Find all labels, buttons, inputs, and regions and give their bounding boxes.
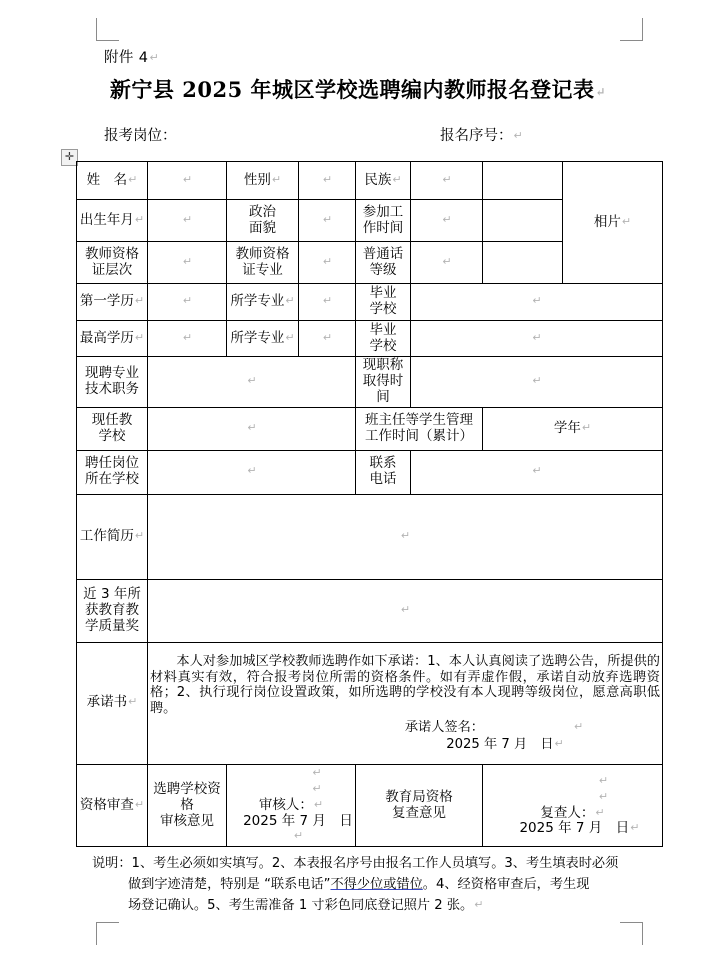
- label-awards-line2: 获教育教: [85, 601, 139, 618]
- cell-label-major-first: [227, 284, 299, 321]
- cell-value-graduate-school-highest[interactable]: [411, 321, 663, 357]
- crop-mark-top-right: [620, 18, 643, 41]
- table-row-commitment: [77, 642, 663, 764]
- cell-label-work-start: [356, 200, 411, 242]
- attachment-label-text: 附件 4: [104, 50, 149, 66]
- pilcrow-mark: ↵: [442, 254, 452, 268]
- crop-mark-bottom-left: [96, 922, 119, 945]
- cell-value-school-reviewer[interactable]: [227, 764, 356, 847]
- commitment-body-text: 本人对参加城区学校教师选聘作如下承诺：1、本人认真阅读了选聘公告，所提供的材料真实有效，符合报考岗位所需的资格条件。如有弄虚作假，承诺自动放弃选聘资格；2、执行现行岗位设置政策，如所选聘的学校没有本人现聘等级岗位，愿意高职低聘。: [150, 654, 660, 716]
- label-birth: 出生年月: [79, 211, 134, 228]
- label-qualification-review: 资格审查: [79, 796, 134, 813]
- label-graduate-school-line2: 学校: [369, 337, 397, 354]
- cell-value-hire-school[interactable]: [148, 450, 356, 494]
- cell-label-highest-education: [77, 321, 148, 357]
- cell-value-gender[interactable]: [299, 162, 356, 200]
- pilcrow-mark: ↵: [149, 51, 160, 64]
- label-photo: 相片: [593, 213, 621, 230]
- pilcrow-mark: ↵: [313, 797, 324, 811]
- cell-value-current-title[interactable]: [148, 357, 356, 408]
- pilcrow-mark: ↵: [134, 797, 145, 811]
- label-major-first: 所学专业: [230, 293, 285, 310]
- cell-label-putonghua: [356, 242, 411, 284]
- cell-value-graduate-school-first[interactable]: [411, 284, 663, 321]
- label-school-year: 学年: [553, 419, 581, 436]
- pilcrow-mark: ↵: [581, 420, 592, 434]
- cell-label-major-highest: [227, 321, 299, 357]
- cell-value-title-date[interactable]: [411, 357, 663, 408]
- pilcrow-mark: ↵: [247, 464, 257, 478]
- table-row-current-title: [77, 357, 663, 408]
- cell-value-school-year[interactable]: [483, 407, 663, 450]
- cell-value-cert-major[interactable]: [299, 242, 356, 284]
- table-row-awards: [77, 579, 663, 642]
- label-awards-line1: 近 3 年所: [83, 585, 141, 602]
- cell-label-graduate-school-highest: [356, 321, 411, 357]
- cell-label-bureau-review-opinion: [356, 764, 483, 847]
- label-hire-school-line1: 聘任岗位: [85, 455, 139, 472]
- label-political-line2: 面貌: [249, 219, 276, 236]
- pilcrow-mark: ↵: [322, 172, 333, 186]
- pilcrow-mark: ↵: [392, 172, 402, 186]
- page-title: [0, 74, 716, 104]
- rechecker-label: 复查人：: [540, 804, 595, 821]
- pilcrow-mark: ↵: [532, 294, 542, 308]
- cell-value-highest-education[interactable]: [148, 321, 227, 357]
- cell-value-birth[interactable]: [148, 200, 227, 242]
- table-row-first-education: [77, 284, 663, 321]
- label-current-school-line2: 学校: [98, 427, 126, 444]
- commitment-date-line: [150, 737, 660, 753]
- pilcrow-mark: ↵: [247, 420, 257, 434]
- label-highest-education: 最高学历: [79, 329, 134, 346]
- table-row-highest-education: [77, 321, 663, 357]
- cell-value-cert-spill[interactable]: [483, 242, 563, 284]
- cell-value-putonghua[interactable]: [411, 242, 483, 284]
- rechecker-date-text: 2025 年 7 月 日: [519, 820, 630, 837]
- pilcrow-mark: ↵: [598, 789, 609, 803]
- label-title-date-line2: 取得时间: [362, 372, 404, 405]
- rechecker-date-line: [485, 821, 660, 837]
- label-political-line1: 政治: [249, 203, 276, 220]
- label-hire-school-line2: 所在学校: [85, 471, 139, 488]
- table-row-hire-school: [77, 450, 663, 494]
- cell-label-school-review-opinion: [148, 764, 227, 847]
- pilcrow-mark: ↵: [513, 129, 523, 142]
- cell-label-phone: [356, 450, 411, 494]
- commitment-signature-line: [150, 720, 660, 736]
- footer-note-line-3-text: 场登记确认。5、考生需准备 1 寸彩色同底登记照片 2 张。: [128, 898, 474, 914]
- pilcrow-mark: ↵: [532, 373, 542, 387]
- crop-mark-top-left: [96, 18, 119, 41]
- label-gender: 性别: [243, 171, 271, 188]
- cell-value-ethnicity[interactable]: [411, 162, 483, 200]
- cell-value-political-status[interactable]: [299, 200, 356, 242]
- cell-value-cert-level[interactable]: [148, 242, 227, 284]
- pilcrow-mark: ↵: [322, 254, 333, 268]
- label-current-title-line1: 现聘专业: [85, 364, 139, 381]
- cell-value-first-education[interactable]: [148, 284, 227, 321]
- cell-value-major-first[interactable]: [299, 284, 356, 321]
- label-school-review-line2: 审核意见: [160, 812, 214, 829]
- label-cert-major-line2: 证专业: [242, 261, 283, 278]
- cell-label-current-school: [77, 407, 148, 450]
- cell-value-birth-spill[interactable]: [483, 200, 563, 242]
- footer-note-line-2: [92, 874, 632, 895]
- pilcrow-mark: ↵: [312, 765, 322, 779]
- label-cert-major-line1: 教师资格: [235, 245, 290, 262]
- label-putonghua-line1: 普通话: [362, 245, 404, 262]
- cell-photo-placeholder[interactable]: [563, 162, 663, 284]
- label-name: 姓 名: [86, 171, 128, 188]
- footer-note-underlined-phrase: 不得少位或错位: [330, 877, 423, 893]
- pilcrow-mark: ↵: [134, 528, 145, 542]
- pilcrow-mark: ↵: [134, 294, 145, 308]
- pilcrow-mark: ↵: [271, 172, 282, 186]
- cell-label-name: [77, 162, 148, 200]
- label-class-teacher-line1: 班主任等学生管理: [365, 411, 473, 428]
- registration-serial-label: 报名序号：: [440, 128, 513, 144]
- reviewer-label: 审核人：: [258, 796, 313, 813]
- pilcrow-mark: ↵: [182, 172, 193, 186]
- label-ethnicity: 民族: [364, 171, 392, 188]
- commitment-signature-label: 承诺人签名：: [404, 720, 484, 736]
- rechecker-blank-line-2: [485, 790, 660, 806]
- footer-note-line-2a: 做到字迹清楚，特别是 “联系电话”: [128, 877, 331, 893]
- table-move-handle-icon[interactable]: ✛: [61, 149, 78, 166]
- label-work-start-line2: 作时间: [362, 219, 404, 236]
- pilcrow-mark: ↵: [285, 294, 295, 308]
- applied-post-label: 报考岗位：: [104, 128, 177, 144]
- pilcrow-mark: ↵: [442, 172, 452, 186]
- label-title-date-line1: 现职称: [362, 357, 404, 373]
- label-putonghua-line2: 等级: [369, 261, 397, 278]
- label-work-history: 工作简历: [79, 527, 134, 544]
- pilcrow-mark: ↵: [312, 781, 322, 795]
- reviewer-blank-line-1: [229, 766, 353, 782]
- table-row-qualification-review: [77, 764, 663, 847]
- crop-mark-bottom-right: [620, 922, 643, 945]
- label-major-highest: 所学专业: [230, 329, 285, 346]
- pilcrow-mark: ↵: [182, 330, 193, 344]
- cell-label-current-title: [77, 357, 148, 408]
- cell-value-major-highest[interactable]: [299, 321, 356, 357]
- label-phone-line2: 电话: [369, 471, 397, 488]
- cell-label-qualification-review: [77, 764, 148, 847]
- footer-note-line-2b: 。4、经资格审查后，考生现: [422, 877, 590, 893]
- cell-label-birth: [77, 200, 148, 242]
- cell-label-awards: [77, 579, 148, 642]
- pilcrow-mark: ↵: [554, 736, 564, 750]
- pilcrow-mark: ↵: [247, 373, 257, 387]
- label-class-teacher-line2: 工作时间（累计）: [365, 427, 473, 444]
- cell-label-cert-major: [227, 242, 299, 284]
- footer-note-line-1: 说明：1、考生必须如实填写。2、本表报名序号由报名工作人员填写。3、考生填表时必须: [92, 856, 619, 871]
- label-first-education: 第一学历: [79, 293, 134, 310]
- pilcrow-mark: ↵: [532, 330, 542, 344]
- label-school-review-line1: 选聘学校资格: [153, 780, 221, 813]
- pilcrow-mark: ↵: [322, 294, 333, 308]
- pilcrow-mark: ↵: [182, 254, 193, 268]
- registration-form-table: [76, 161, 663, 847]
- cell-label-commitment: [77, 642, 148, 764]
- cell-label-hire-school: [77, 450, 148, 494]
- footer-note: [92, 853, 632, 916]
- footer-note-line-3: [92, 895, 632, 916]
- rechecker-blank-line-1: [485, 774, 660, 790]
- label-current-title-line2: 技术职务: [85, 380, 139, 397]
- reviewer-date-text: 2025 年 7 月 日: [243, 812, 353, 829]
- registration-serial-group: [440, 124, 523, 145]
- pilcrow-mark: ↵: [182, 212, 193, 226]
- label-cert-level-line2: 证层次: [91, 261, 133, 278]
- pilcrow-mark: ↵: [595, 85, 607, 99]
- label-cert-level-line1: 教师资格: [85, 245, 139, 262]
- reviewer-blank-line-2: [229, 782, 353, 798]
- cell-value-name-spill[interactable]: [483, 162, 563, 200]
- pilcrow-mark: ↵: [595, 805, 605, 819]
- table-row-current-school: [77, 407, 663, 450]
- pilcrow-mark: ↵: [573, 720, 584, 734]
- label-awards-line3: 学质量奖: [85, 617, 139, 634]
- pilcrow-mark: ↵: [400, 528, 411, 542]
- pilcrow-mark: ↵: [400, 602, 411, 616]
- cell-value-work-history[interactable]: [148, 494, 663, 579]
- pilcrow-mark: ↵: [442, 212, 452, 226]
- label-phone-line1: 联系: [369, 455, 397, 472]
- pilcrow-mark: ↵: [293, 829, 304, 843]
- label-graduate-school-line1: 毕业: [369, 321, 397, 338]
- cell-label-class-teacher-duration: [356, 407, 483, 450]
- cell-label-gender: [227, 162, 299, 200]
- cell-value-commitment[interactable]: [148, 642, 663, 764]
- pilcrow-mark: ↵: [621, 214, 632, 228]
- cell-label-first-education: [77, 284, 148, 321]
- label-bureau-review-line1: 教育局资格: [385, 788, 453, 805]
- cell-value-bureau-rechecker[interactable]: [483, 764, 663, 847]
- cell-label-work-history: [77, 494, 148, 579]
- cell-label-cert-level: [77, 242, 148, 284]
- table-row-name: [77, 162, 663, 200]
- cell-label-title-date: [356, 357, 411, 408]
- cell-label-graduate-school-first: [356, 284, 411, 321]
- cell-value-awards[interactable]: [148, 579, 663, 642]
- label-bureau-review-line2: 复查意见: [392, 804, 446, 821]
- pilcrow-mark: ↵: [134, 330, 145, 344]
- cell-value-work-start[interactable]: [411, 200, 483, 242]
- label-current-school-line1: 现任教: [91, 411, 133, 428]
- label-commitment: 承诺书: [86, 694, 128, 711]
- commitment-date-text: 2025 年 7 月 日: [446, 736, 554, 752]
- label-graduate-school-line1: 毕业: [369, 285, 397, 302]
- pilcrow-mark: ↵: [322, 330, 333, 344]
- pilcrow-mark: ↵: [182, 294, 193, 308]
- cell-label-political-status: [227, 200, 299, 242]
- pilcrow-mark: ↵: [128, 172, 138, 186]
- cell-value-name[interactable]: [148, 162, 227, 200]
- attachment-label: [104, 46, 159, 67]
- cell-label-ethnicity: [356, 162, 411, 200]
- reviewer-name-line: [229, 798, 353, 814]
- pilcrow-mark: ↵: [474, 898, 484, 912]
- pilcrow-mark: ↵: [285, 330, 295, 344]
- pilcrow-mark: ↵: [322, 212, 333, 226]
- page-title-text: 新宁县 2025 年城区学校选聘编内教师报名登记表: [109, 77, 595, 102]
- reviewer-date-line: [229, 814, 353, 846]
- pilcrow-mark: ↵: [598, 773, 609, 787]
- pilcrow-mark: ↵: [630, 821, 640, 835]
- pilcrow-mark: ↵: [128, 695, 138, 709]
- label-graduate-school-line2: 学校: [369, 301, 397, 317]
- pilcrow-mark: ↵: [134, 212, 145, 226]
- pilcrow-mark: ↵: [532, 464, 542, 478]
- table-row-work-history: [77, 494, 663, 579]
- cell-value-current-school[interactable]: [148, 407, 356, 450]
- cell-value-phone[interactable]: [411, 450, 663, 494]
- label-work-start-line1: 参加工: [362, 203, 404, 220]
